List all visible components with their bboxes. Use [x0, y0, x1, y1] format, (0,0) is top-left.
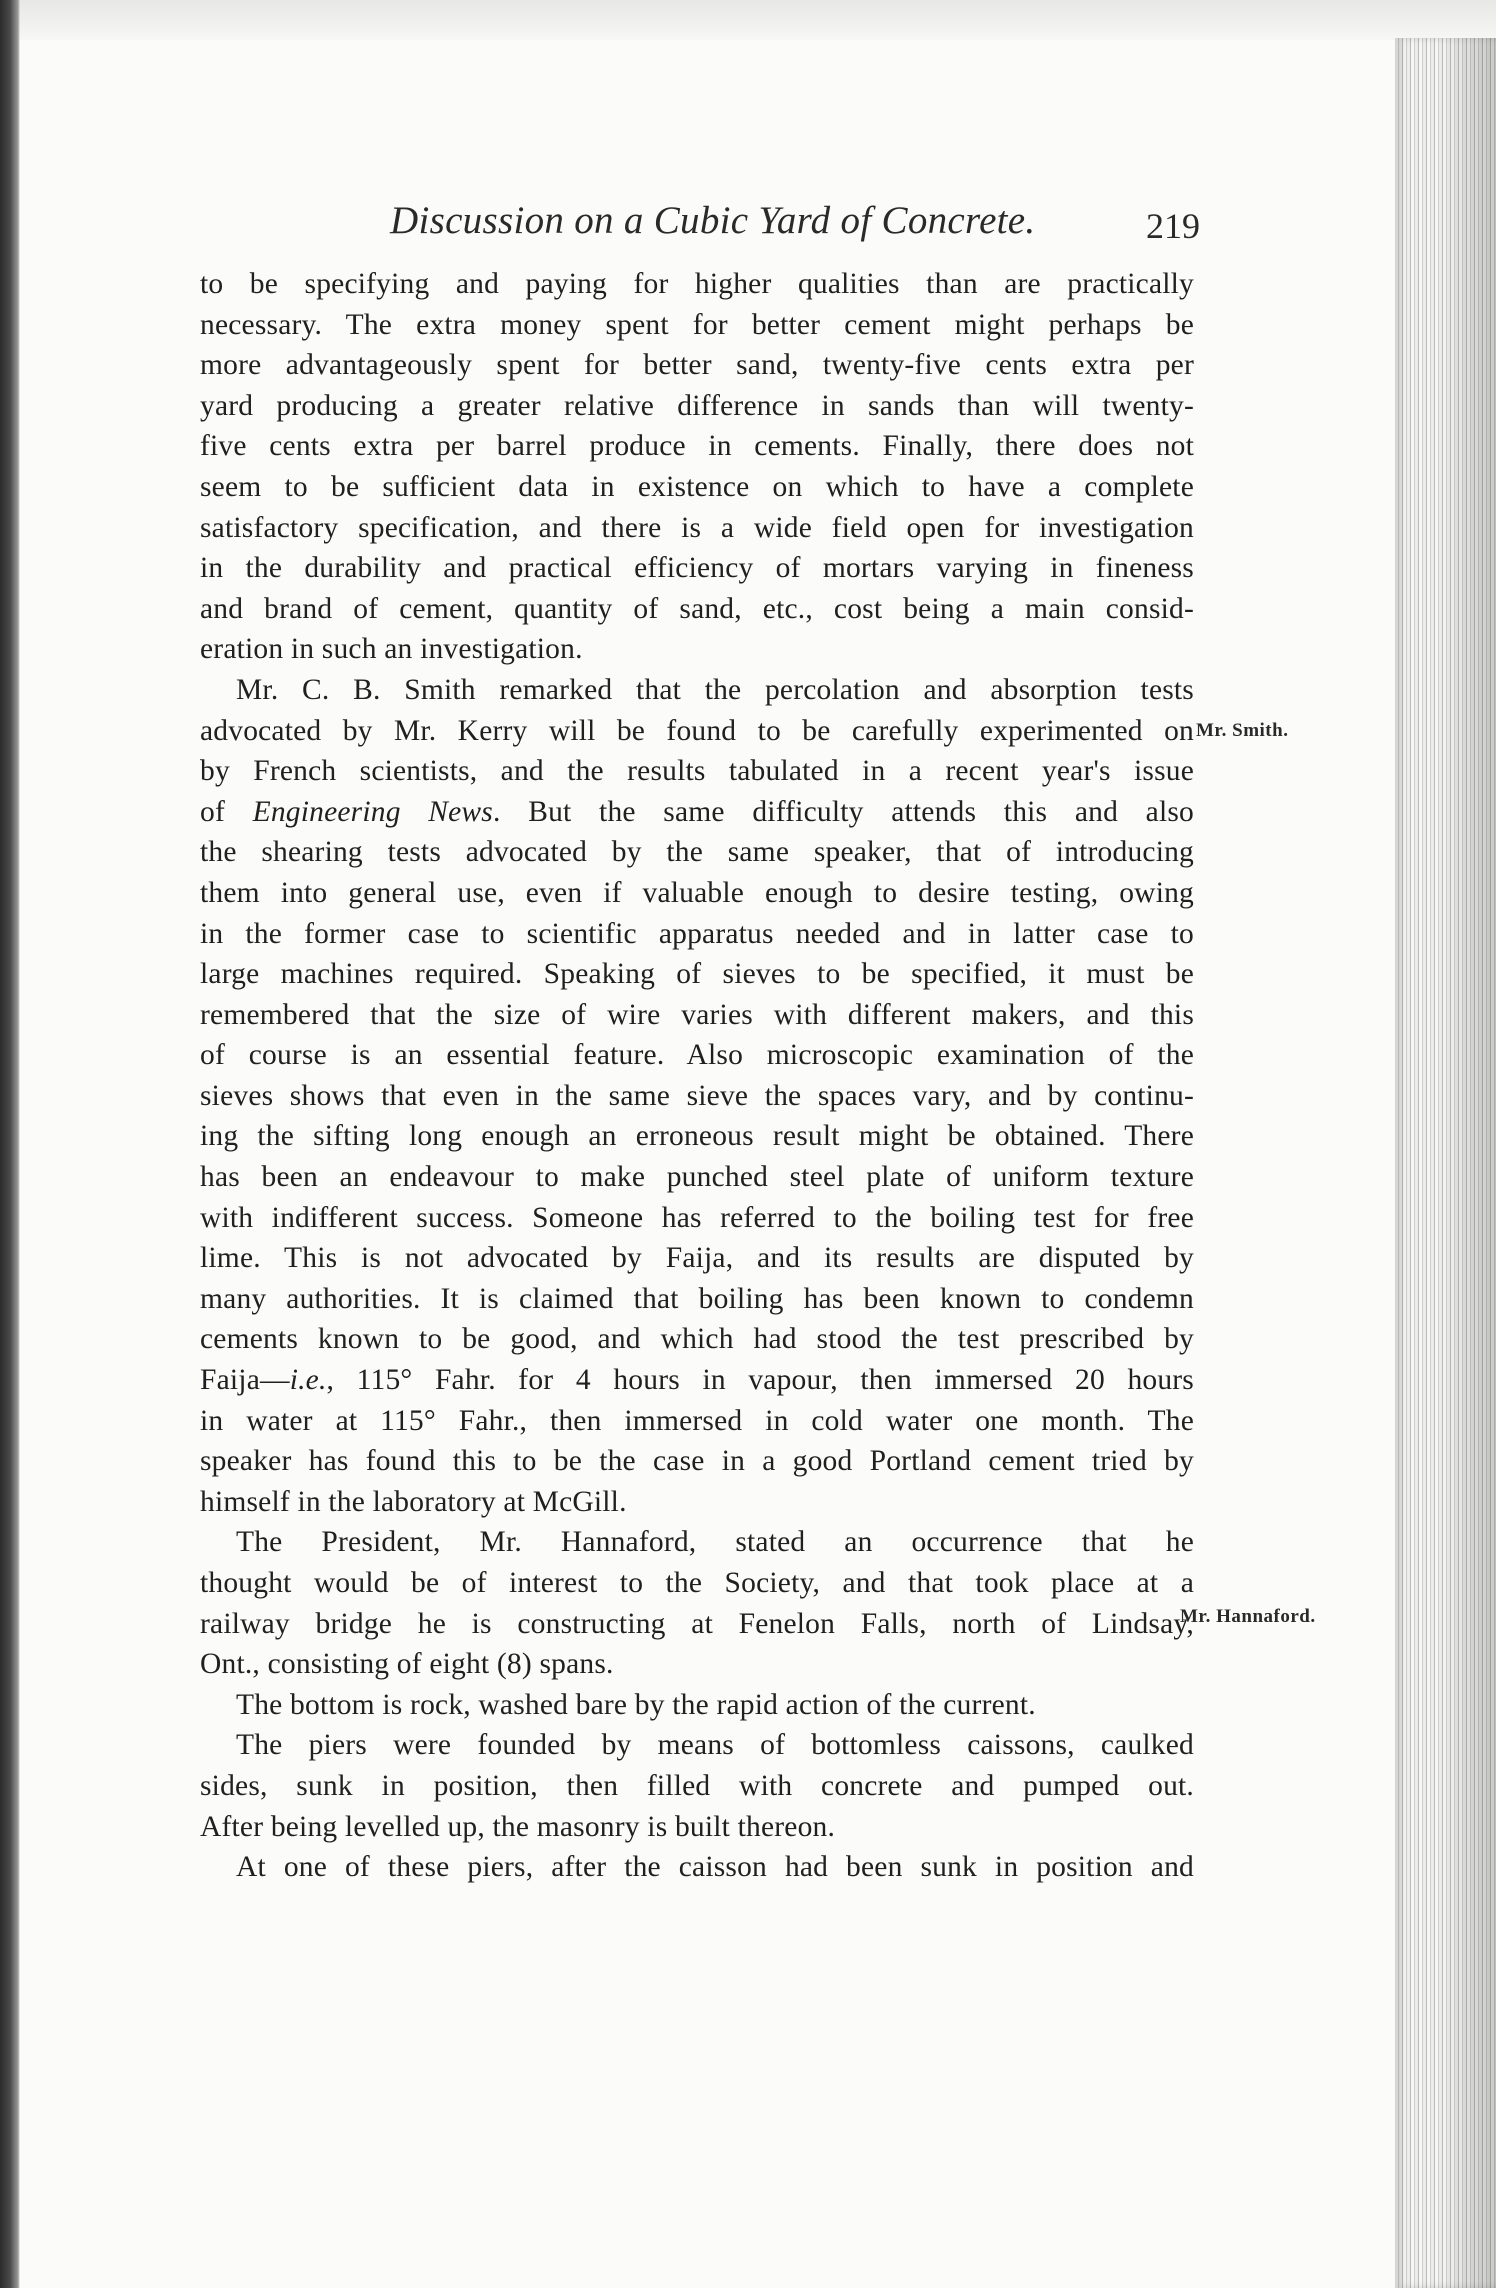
text-line: After being levelled up, the masonry is built thereon. [200, 1810, 836, 1843]
text-line: and brand of cement, quantity of sand, etc., cost being a main consid- [200, 592, 1194, 625]
text-line: has been an endeavour to make punched steel plate of uniform texture [200, 1161, 1194, 1194]
text-line: with indifferent success. Someone has referred to the boiling test for free [200, 1201, 1194, 1234]
text-line: speaker has found this to be the case in a good Portland cement tried by [200, 1445, 1194, 1478]
book-binding-edge [0, 0, 20, 2288]
top-page-margin [0, 0, 1496, 40]
text-line: by French scientists, and the results tabulated in a recent year's issue [200, 755, 1194, 788]
text-line: more advantageously spent for better sand, twenty-five cents extra per [200, 349, 1194, 382]
text-line: ing the sifting long enough an erroneous result might be obtained. There [200, 1120, 1194, 1153]
text-line: five cents extra per barrel produce in cements. Finally, there does not [200, 430, 1194, 463]
text-line: Ont., consisting of eight (8) spans. [200, 1648, 614, 1681]
text-line: remembered that the size of wire varies with different makers, and this [200, 998, 1194, 1031]
text-line: At one of these piers, after the caisson had been sunk in position and [236, 1851, 1194, 1884]
text-line: of course is an essential feature. Also microscopic examination of the [200, 1039, 1194, 1072]
text-line: necessary. The extra money spent for better cement might perhaps be [200, 308, 1194, 341]
text-line: himself in the laboratory at McGill. [200, 1485, 627, 1518]
text-line: thought would be of interest to the Society, and that took place at a [200, 1567, 1194, 1599]
text-line: sides, sunk in position, then filled with concrete and pumped out. [200, 1769, 1194, 1802]
text-line: sieves shows that even in the same sieve the spaces vary, and by continu- [200, 1079, 1194, 1112]
paragraph-4 [200, 1685, 1194, 1726]
page-edges-shadow [1440, 38, 1496, 2288]
margin-note-smith: Mr. Smith. [1196, 720, 1289, 741]
text-line: seem to be sufficient data in existence on which to have a complete [200, 470, 1194, 503]
text-line-with-italic-title: of Engineering News. But the same difficulty attends this and also [200, 795, 1194, 828]
ie-abbreviation: i.e. [289, 1364, 327, 1397]
page-number: 219 [1146, 206, 1200, 246]
text-line: many authorities. It is claimed that boiling has been known to condemn [200, 1282, 1194, 1315]
text-line: The bottom is rock, washed bare by the rapid action of the current. [236, 1688, 1036, 1721]
text-line: in water at 115° Fahr., then immersed in cold water one month. The [200, 1404, 1194, 1437]
text-line: in the former case to scientific apparatus needed and in latter case to [200, 917, 1194, 950]
text-line: lime. This is not advocated by Faija, and its results are disputed by [200, 1242, 1194, 1275]
text-line: advocated by Mr. Kerry will be found to be carefully experimented on [200, 714, 1194, 747]
body-text [200, 264, 1194, 1888]
text-line: eration in such an investigation. [200, 633, 583, 666]
paragraph-1 [200, 264, 1194, 670]
text-line: to be specifying and paying for higher qualities than are practically [200, 268, 1194, 300]
journal-title: Engineering News [252, 795, 493, 828]
paragraph-2 [200, 670, 1194, 1522]
running-head-title: Discussion on a Cubic Yard of Concrete. [390, 199, 1036, 242]
text-line: large machines required. Speaking of sieves to be specified, it must be [200, 958, 1194, 991]
paragraph-5 [200, 1725, 1194, 1847]
text-line-with-italic-ie: Faija—i.e., 115° Fahr. for 4 hours in vapour, then immersed 20 hours [200, 1364, 1194, 1397]
text-line: the shearing tests advocated by the same speaker, that of introducing [200, 836, 1194, 869]
margin-note-hannaford: Mr. Hannaford. [1180, 1606, 1316, 1627]
paragraph-3 [200, 1522, 1194, 1684]
text-line: cements known to be good, and which had stood the test prescribed by [200, 1323, 1194, 1356]
text-line: them into general use, even if valuable enough to desire testing, owing [200, 876, 1194, 909]
text-line: The piers were founded by means of bottomless caissons, caulked [236, 1729, 1194, 1762]
text-line: in the durability and practical efficiency of mortars varying in fineness [200, 552, 1194, 585]
text-line: Mr. C. B. Smith remarked that the percolation and absorption tests [236, 673, 1194, 706]
text-line: yard producing a greater relative difference in sands than will twenty- [200, 389, 1194, 422]
text-line: satisfactory specification, and there is a wide field open for investigation [200, 511, 1194, 544]
text-line: The President, Mr. Hannaford, stated an occurrence that he [236, 1526, 1194, 1559]
text-line: railway bridge he is constructing at Fenelon Falls, north of Lindsay, [200, 1607, 1194, 1640]
paragraph-6 [200, 1847, 1194, 1888]
